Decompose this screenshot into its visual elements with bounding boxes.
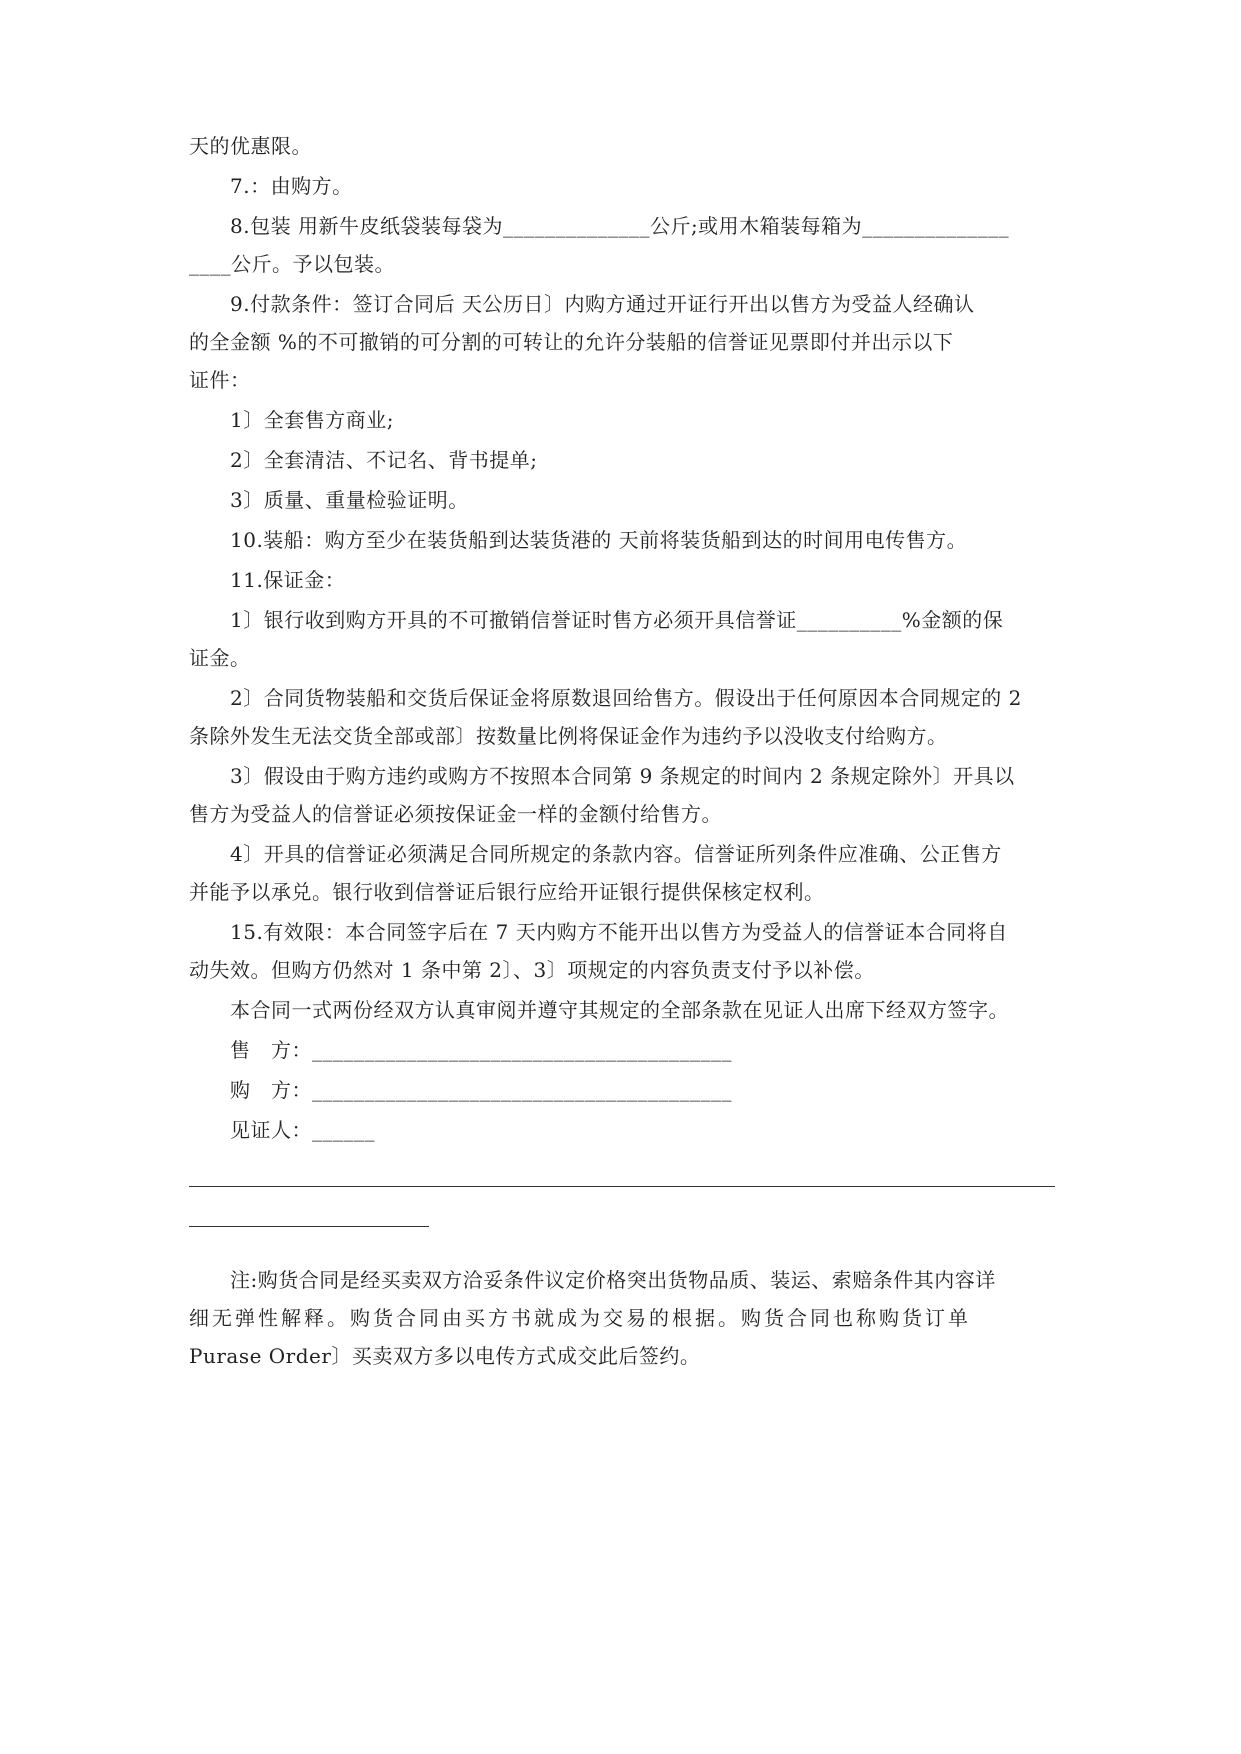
text-line: 1〕银行收到购方开具的不可撤销信誉证时售方必须开具信誉证__________%金额的保 (230, 608, 1004, 632)
text-line: 售方为受益人的信誉证必须按保证金一样的金额付给售方。 (189, 802, 722, 826)
separator-rule (189, 1186, 1055, 1187)
buyer-signature-line: 购 方：________________________________________ (230, 1078, 732, 1102)
text-line: 10.装船：购方至少在装货船到达装货港的 天前将装货船到达的时间用电传售方。 (230, 528, 968, 552)
witness-signature-line: 见证人：______ (230, 1118, 375, 1142)
text-line: 9.付款条件：签订合同后 天公历日〕内购方通过开证行开出以售方为受益人经确认 (230, 292, 975, 316)
text-line: 的全金额 %的不可撤销的可分割的可转让的允许分装船的信誉证见票即付并出示以下 (189, 330, 954, 354)
text-line: 3〕假设由于购方违约或购方不按照本合同第 9 条规定的时间内 2 条规定除外〕开具以 (230, 764, 1015, 788)
text-line: 8.包装 用新牛皮纸袋装每袋为______________公斤;或用木箱装每箱为______________ (230, 214, 1010, 238)
note-line: 细无弹性解释。购货合同由买方书就成为交易的根据。购货合同也称购货订单 (189, 1306, 971, 1330)
separator-rule-short (189, 1226, 429, 1227)
seller-signature-line: 售 方：________________________________________ (230, 1038, 732, 1062)
text-line: 2〕全套清洁、不记名、背书提单; (230, 448, 538, 472)
text-line: 天的优惠限。 (189, 134, 312, 158)
text-line: 7.：由购方。 (230, 174, 353, 198)
text-line: 并能予以承兑。银行收到信誉证后银行应给开证银行提供保核定权利。 (189, 880, 825, 904)
note-line: 注:购货合同是经买卖双方洽妥条件议定价格突出货物品质、装运、索赔条件其内容详 (230, 1268, 996, 1292)
text-line: 本合同一式两份经双方认真审阅并遵守其规定的全部条款在见证人出席下经双方签字。 (230, 998, 1009, 1022)
text-line: 动失效。但购方仍然对 1 条中第 2〕、3〕项规定的内容负责支付予以补偿。 (189, 958, 875, 982)
text-line: 3〕质量、重量检验证明。 (230, 488, 469, 512)
text-line: 条除外发生无法交货全部或部〕按数量比例将保证金作为违约予以没收支付给购方。 (189, 724, 948, 748)
text-line: 证金。 (189, 646, 251, 670)
note-line: Purase Order〕买卖双方多以电传方式成交此后签约。 (189, 1344, 701, 1368)
text-line: 4〕开具的信誉证必须满足合同所规定的条款内容。信誉证所列条件应准确、公正售方 (230, 842, 1002, 866)
text-line: ____公斤。予以包装。 (189, 252, 395, 276)
text-line: 2〕合同货物装船和交货后保证金将原数退回给售方。假设出于任何原因本合同规定的 2 (230, 686, 1022, 710)
text-line: 证件： (189, 368, 251, 392)
text-line: 11.保证金： (230, 568, 346, 592)
text-line: 1〕全套售方商业; (230, 408, 394, 432)
text-line: 15.有效限：本合同签字后在 7 天内购方不能开出以售方为受益人的信誉证本合同将自 (230, 920, 1008, 944)
